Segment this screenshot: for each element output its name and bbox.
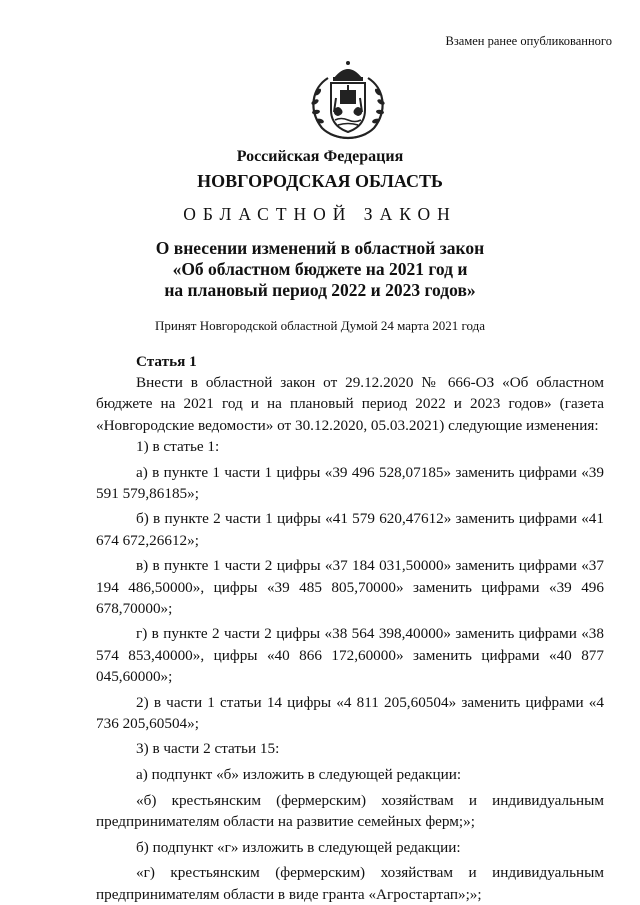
article-paragraph: б) в пункте 2 части 1 цифры «41 579 620,47612» заменить цифрами «41 674 672,26612»; xyxy=(96,510,604,549)
article-paragraph: 2) в части 1 статьи 14 цифры «4 811 205,60504» заменить цифрами «4 736 205,60504»; xyxy=(96,693,604,732)
law-type: ОБЛАСТНОЙ ЗАКОН xyxy=(183,204,457,224)
article-paragraph: а) подпункт «б» изложить в следующей редакции: xyxy=(136,766,462,784)
coat-of-arms-emblem xyxy=(298,58,398,142)
federation-name: Российская Федерация xyxy=(236,148,404,165)
article-paragraph: «г) крестьянским (фермерским) хозяйствам и индивидуальным предпринимателям области в виде гранта «Агростартап»;»; xyxy=(96,864,604,903)
law-title-line: «Об областном бюджете на 2021 год и xyxy=(172,259,468,279)
law-title-line: на плановый период 2022 и 2023 годов» xyxy=(164,280,476,300)
replacement-note: Взамен ранее опубликованного xyxy=(445,34,612,48)
article-body xyxy=(96,351,604,905)
article-paragraph: 3) в части 2 статьи 15: xyxy=(136,740,280,758)
article-heading: Статья 1 xyxy=(136,353,197,370)
region-name: НОВГОРОДСКАЯ ОБЛАСТЬ xyxy=(197,171,443,191)
article-paragraph: в) в пункте 1 части 2 цифры «37 184 031,50000» заменить цифрами «37 194 486,50000», цифры «39 485 805,70000» заменить цифрами «39 496 678,70000»; xyxy=(96,557,604,617)
article-paragraph: б) подпункт «г» изложить в следующей редакции: xyxy=(136,838,461,856)
law-title xyxy=(0,238,640,301)
article-paragraph: а) в пункте 1 части 1 цифры «39 496 528,07185» заменить цифрами «39 591 579,86185»; xyxy=(96,463,604,502)
adoption-line: Принят Новгородской областной Думой 24 марта 2021 года xyxy=(154,318,486,333)
law-title-line: О внесении изменений в областной закон xyxy=(155,238,485,258)
article-paragraph: г) в пункте 2 части 2 цифры «38 564 398,40000» заменить цифрами «38 574 853,40000», цифры «40 866 172,60000» заменить цифрами «40 877 045,60000»; xyxy=(96,625,604,685)
article-paragraph: Внести в областной закон от 29.12.2020 № 666-ОЗ «Об областном бюджете на 2021 год и на плановый период 2022 и 2023 годов» (газета «Новгородские ведомости» от 30.12.2020, 05.03.2021) следующие изменения: xyxy=(96,374,604,434)
article-paragraph: «б) крестьянским (фермерским) хозяйствам и индивидуальным предпринимателям области на развитие семейных ферм;»; xyxy=(96,791,604,831)
article-paragraph: 1) в статье 1: xyxy=(136,437,220,455)
